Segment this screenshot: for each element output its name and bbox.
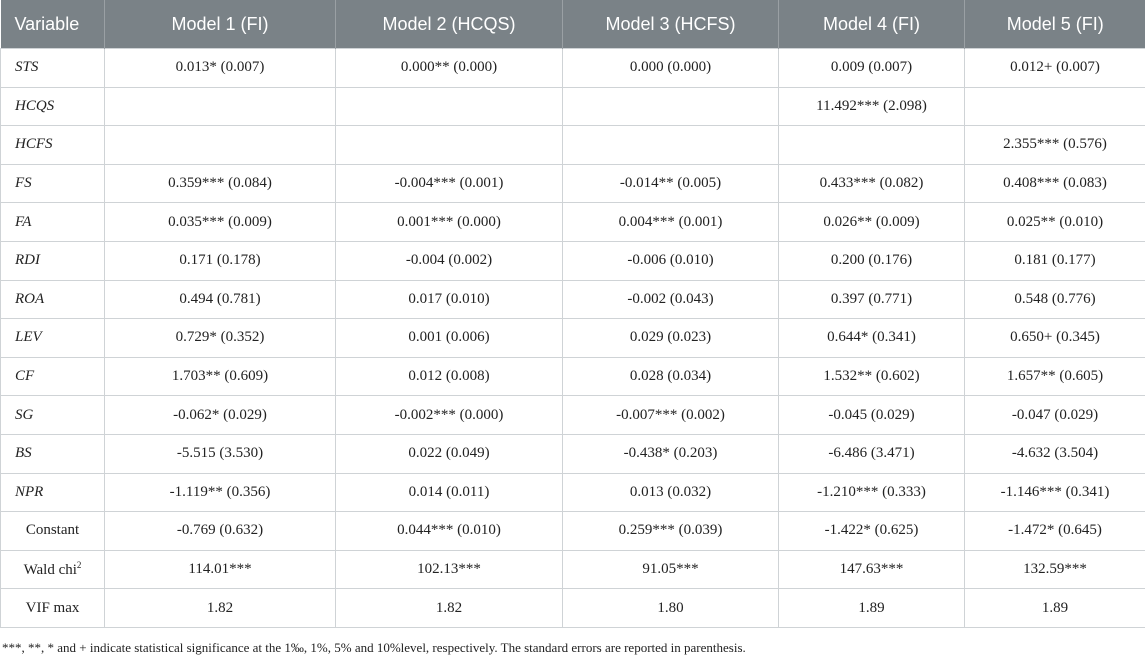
row-label	[1, 203, 105, 242]
table-cell: 1.657** (0.605)	[965, 357, 1145, 396]
table-cell: 0.014 (0.011)	[336, 473, 563, 512]
row-label	[1, 241, 105, 280]
table-cell: -4.632 (3.504)	[965, 434, 1145, 473]
table-row	[1, 550, 1145, 589]
table-cell: 0.025** (0.010)	[965, 203, 1145, 242]
table-cell: 0.035*** (0.009)	[105, 203, 336, 242]
table-cell: -0.769 (0.632)	[105, 512, 336, 551]
table-row	[1, 434, 1145, 473]
table-cell	[336, 126, 563, 165]
row-label-text: VIF max	[26, 600, 80, 616]
row-label-text: FA	[15, 214, 31, 230]
table-cell: -0.002 (0.043)	[563, 280, 779, 319]
table-cell: 0.004*** (0.001)	[563, 203, 779, 242]
table-cell: 0.001*** (0.000)	[336, 203, 563, 242]
table-cell: 11.492*** (2.098)	[779, 87, 965, 126]
table-cell: 1.82	[105, 589, 336, 628]
row-label-text: CF	[15, 368, 34, 384]
table-cell	[336, 87, 563, 126]
row-label-text: HCQS	[15, 98, 54, 114]
table-cell: -1.472* (0.645)	[965, 512, 1145, 551]
table-row	[1, 473, 1145, 512]
table-cell: 0.259*** (0.039)	[563, 512, 779, 551]
row-label	[1, 357, 105, 396]
table-cell: -5.515 (3.530)	[105, 434, 336, 473]
table-row	[1, 241, 1145, 280]
table-cell: 91.05***	[563, 550, 779, 589]
row-label	[1, 280, 105, 319]
table-cell: -0.004*** (0.001)	[336, 164, 563, 203]
row-label	[1, 49, 105, 88]
table-row	[1, 87, 1145, 126]
table-cell: -0.045 (0.029)	[779, 396, 965, 435]
table-cell: -0.047 (0.029)	[965, 396, 1145, 435]
table-cell: 0.548 (0.776)	[965, 280, 1145, 319]
table-cell: 102.13***	[336, 550, 563, 589]
table-cell: 1.703** (0.609)	[105, 357, 336, 396]
table-cell: -0.014** (0.005)	[563, 164, 779, 203]
header-model-2: Model 2 (HCQS)	[336, 0, 563, 49]
table-cell: 0.181 (0.177)	[965, 241, 1145, 280]
row-label-text: LEV	[15, 329, 42, 345]
table-cell: 0.044*** (0.010)	[336, 512, 563, 551]
table-cell: -0.006 (0.010)	[563, 241, 779, 280]
row-label-text: FS	[15, 175, 32, 191]
row-label	[1, 434, 105, 473]
table-row	[1, 589, 1145, 628]
table-cell: 0.000** (0.000)	[336, 49, 563, 88]
table-cell: 0.433*** (0.082)	[779, 164, 965, 203]
row-label-text: NPR	[15, 484, 43, 500]
table-cell: -1.210*** (0.333)	[779, 473, 965, 512]
table-cell: 0.028 (0.034)	[563, 357, 779, 396]
table-row	[1, 280, 1145, 319]
table-cell: 0.029 (0.023)	[563, 319, 779, 358]
table-cell	[563, 126, 779, 165]
header-variable: Variable	[1, 0, 105, 49]
table-cell: -1.119** (0.356)	[105, 473, 336, 512]
row-label	[1, 319, 105, 358]
table-cell: -0.002*** (0.000)	[336, 396, 563, 435]
table-cell: -0.004 (0.002)	[336, 241, 563, 280]
table-cell: 0.013* (0.007)	[105, 49, 336, 88]
table-cell: 0.408*** (0.083)	[965, 164, 1145, 203]
table-row	[1, 203, 1145, 242]
table-cell: 147.63***	[779, 550, 965, 589]
table-row	[1, 126, 1145, 165]
table-cell: 1.80	[563, 589, 779, 628]
table-row	[1, 164, 1145, 203]
table-cell: -0.062* (0.029)	[105, 396, 336, 435]
table-row	[1, 49, 1145, 88]
table-cell: 1.89	[779, 589, 965, 628]
header-model-5: Model 5 (FI)	[965, 0, 1145, 49]
table-cell: 114.01***	[105, 550, 336, 589]
table-cell: -6.486 (3.471)	[779, 434, 965, 473]
table-cell	[965, 87, 1145, 126]
row-label-superscript: 2	[77, 560, 82, 570]
table-cell: 0.650+ (0.345)	[965, 319, 1145, 358]
table-cell: 1.89	[965, 589, 1145, 628]
table-cell: -0.007*** (0.002)	[563, 396, 779, 435]
table-cell: 0.022 (0.049)	[336, 434, 563, 473]
table-cell: -0.438* (0.203)	[563, 434, 779, 473]
table-cell: 1.82	[336, 589, 563, 628]
table-cell	[563, 87, 779, 126]
table-cell: 0.494 (0.781)	[105, 280, 336, 319]
row-label	[1, 396, 105, 435]
header-model-4: Model 4 (FI)	[779, 0, 965, 49]
table-cell: -1.422* (0.625)	[779, 512, 965, 551]
row-label-text: ROA	[15, 291, 44, 307]
row-label	[1, 512, 105, 551]
row-label	[1, 126, 105, 165]
table-cell	[779, 126, 965, 165]
table-cell: 0.200 (0.176)	[779, 241, 965, 280]
table-cell: 0.012 (0.008)	[336, 357, 563, 396]
row-label	[1, 473, 105, 512]
table-cell: 2.355*** (0.576)	[965, 126, 1145, 165]
row-label	[1, 164, 105, 203]
table-body	[1, 49, 1145, 628]
row-label	[1, 589, 105, 628]
row-label-text: STS	[15, 59, 38, 75]
table-cell: 0.000 (0.000)	[563, 49, 779, 88]
row-label	[1, 550, 105, 589]
row-label-text: SG	[15, 407, 33, 423]
row-label-text: Wald chi	[24, 562, 77, 578]
table-row	[1, 396, 1145, 435]
table-row	[1, 319, 1145, 358]
table-cell: 0.359*** (0.084)	[105, 164, 336, 203]
table-cell: 0.013 (0.032)	[563, 473, 779, 512]
row-label	[1, 87, 105, 126]
table-cell: -1.146*** (0.341)	[965, 473, 1145, 512]
table-cell: 0.009 (0.007)	[779, 49, 965, 88]
row-label-text: RDI	[15, 252, 40, 268]
table-cell: 0.171 (0.178)	[105, 241, 336, 280]
row-label-text: HCFS	[15, 136, 53, 152]
table-cell: 0.017 (0.010)	[336, 280, 563, 319]
table-cell: 0.644* (0.341)	[779, 319, 965, 358]
table-header-row	[1, 0, 1145, 49]
table-cell: 0.026** (0.009)	[779, 203, 965, 242]
table-cell: 0.729* (0.352)	[105, 319, 336, 358]
table-row	[1, 512, 1145, 551]
table-footnote: ***, **, * and + indicate statistical significance at the 1‰, 1%, 5% and 10%level, respectively. The standard errors are reported in parenthesis.	[0, 628, 1145, 656]
table-cell	[105, 87, 336, 126]
header-model-3: Model 3 (HCFS)	[563, 0, 779, 49]
row-label-text: BS	[15, 445, 32, 461]
table-cell	[105, 126, 336, 165]
header-model-1: Model 1 (FI)	[105, 0, 336, 49]
table-row	[1, 357, 1145, 396]
table-cell: 0.397 (0.771)	[779, 280, 965, 319]
table-cell: 1.532** (0.602)	[779, 357, 965, 396]
table-cell: 0.001 (0.006)	[336, 319, 563, 358]
table-cell: 0.012+ (0.007)	[965, 49, 1145, 88]
row-label-text: Constant	[26, 522, 79, 538]
table-cell: 132.59***	[965, 550, 1145, 589]
